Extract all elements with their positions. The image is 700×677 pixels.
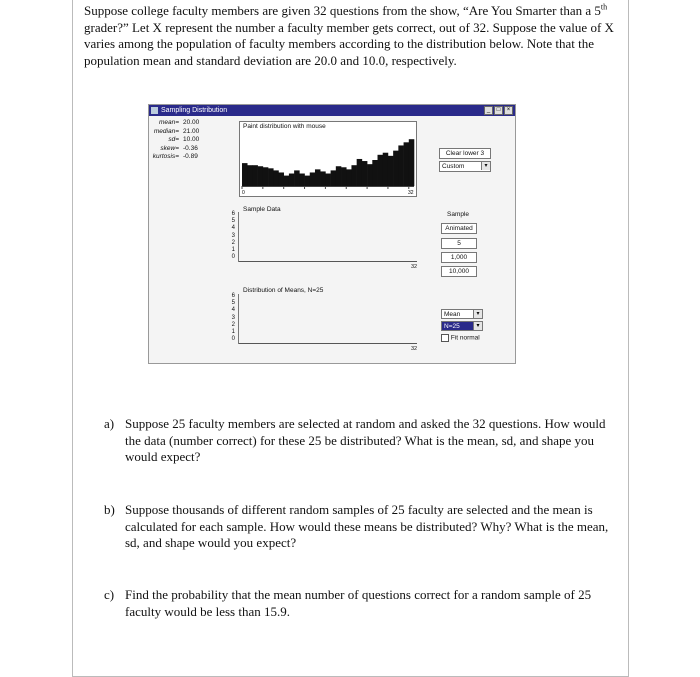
sample-size-select[interactable]: [441, 321, 483, 331]
stat-row: sd= 10.00: [168, 136, 200, 143]
population-bar: [404, 142, 410, 186]
population-bar: [336, 166, 342, 186]
distribution-select-value: Custom: [442, 163, 465, 170]
population-bars: [240, 122, 416, 196]
population-plot-title: Paint distribution with mouse: [243, 123, 326, 130]
sample-size-select-value: N=25: [444, 323, 460, 330]
population-bar: [331, 170, 337, 186]
means-distribution-plot: [238, 294, 417, 344]
distribution-select[interactable]: [439, 161, 491, 172]
close-icon[interactable]: ×: [504, 106, 513, 115]
clear-lower-button[interactable]: Clear lower 3: [439, 148, 491, 159]
population-bar: [284, 176, 290, 186]
population-bar: [310, 172, 316, 186]
sample-1000-button[interactable]: 1,000: [441, 252, 477, 263]
sample-axis-end: 32: [411, 264, 418, 270]
chevron-down-icon: ▾: [473, 310, 482, 318]
applet-titlebar: [149, 105, 515, 116]
population-bar: [388, 156, 394, 186]
chevron-down-icon: ▾: [481, 162, 490, 170]
population-bar: [341, 167, 347, 186]
question-text: Suppose thousands of different random samples of 25 faculty are selected and the mean is calculated for each sample. How would these means be distributed? Why? What is the mean, sd, and shape would you expect?: [125, 502, 609, 550]
sample-10000-button[interactable]: 10,000: [441, 266, 477, 277]
question-text: Suppose 25 faculty members are selected at random and asked the 32 questions. How would the data (number correct) for these 25 be distributed? What is the mean, sd, and shape you would expect?: [125, 416, 606, 464]
sample-plot-title: Sample Data: [243, 206, 281, 213]
applet-title: Sampling Distribution: [161, 107, 228, 114]
means-plot-title: Distribution of Means, N=25: [243, 287, 324, 294]
population-distribution-plot[interactable]: [239, 121, 417, 197]
population-stats: [149, 119, 213, 162]
population-bar: [346, 169, 352, 186]
population-bar: [367, 164, 373, 186]
population-bar: [362, 161, 368, 186]
population-bar: [393, 151, 399, 186]
sampling-distribution-applet: [148, 104, 516, 364]
maximize-icon[interactable]: □: [494, 106, 503, 115]
statistic-select-value: Mean: [444, 311, 461, 318]
question-label: c): [104, 587, 115, 602]
population-x-tick-label: 0: [242, 190, 245, 196]
question-text: Find the probability that the mean number of questions correct for a random sample of 25 faculty would be less than 15.9.: [125, 587, 592, 619]
sample-x-axis-line: [239, 261, 417, 262]
population-bar: [398, 145, 404, 186]
fit-normal-checkbox[interactable]: [441, 334, 480, 342]
stat-row: mean= 20.00: [158, 119, 200, 126]
population-bar: [252, 165, 258, 186]
population-bar: [305, 176, 311, 186]
app-icon: [151, 107, 158, 114]
population-x-tick-label: 32: [408, 190, 414, 196]
means-axis-end: 32: [411, 346, 418, 352]
population-bar: [299, 174, 305, 186]
population-bar: [325, 174, 331, 186]
question-label: b): [104, 502, 115, 517]
minimize-icon[interactable]: _: [484, 106, 493, 115]
population-bar: [242, 163, 248, 186]
animated-button[interactable]: Animated: [441, 223, 477, 234]
stat-row: skew= -0.36: [160, 144, 198, 152]
population-bar: [315, 169, 321, 186]
stat-row: kurtosis= -0.89: [152, 153, 198, 160]
population-bar: [247, 165, 253, 186]
population-bar: [372, 160, 378, 186]
population-bar: [378, 155, 384, 186]
population-bar: [263, 167, 269, 186]
sample-y-axis: 6 5 4 3 2 1 0: [231, 211, 235, 261]
chevron-down-icon: ▾: [473, 322, 482, 330]
intro-paragraph: Suppose college faculty members are given 32 questions from the show, “Are You Smarter than a 5th grader?” Let X represent the number a faculty member gets correct, out of 32. Suppose the value of X varies among the population of faculty members according to the distribution below. Note that the population mean and standard deviation are 20.0 and 10.0, respectively.: [84, 2, 614, 68]
population-bar: [278, 172, 284, 186]
fit-normal-label: Fit normal: [450, 334, 480, 342]
stat-row: median= 21.00: [153, 127, 200, 135]
sample-5-button[interactable]: 5: [441, 238, 477, 249]
population-bar: [320, 171, 326, 186]
sample-label: Sample: [447, 211, 470, 218]
population-bar: [351, 165, 357, 186]
population-bar: [273, 170, 279, 186]
sample-data-plot: [238, 212, 417, 262]
population-bar: [383, 153, 389, 186]
population-bar: [268, 168, 274, 186]
population-bar: [409, 139, 415, 186]
population-bar: [294, 170, 300, 186]
question-label: a): [104, 416, 115, 431]
population-bar: [258, 166, 264, 186]
checkbox-icon: [441, 334, 449, 342]
statistic-select[interactable]: [441, 309, 483, 319]
population-bar: [357, 159, 363, 186]
population-bar: [289, 174, 295, 186]
means-y-axis: 6 5 4 3 2 1 0: [231, 293, 235, 343]
means-x-axis-line: [239, 343, 417, 344]
